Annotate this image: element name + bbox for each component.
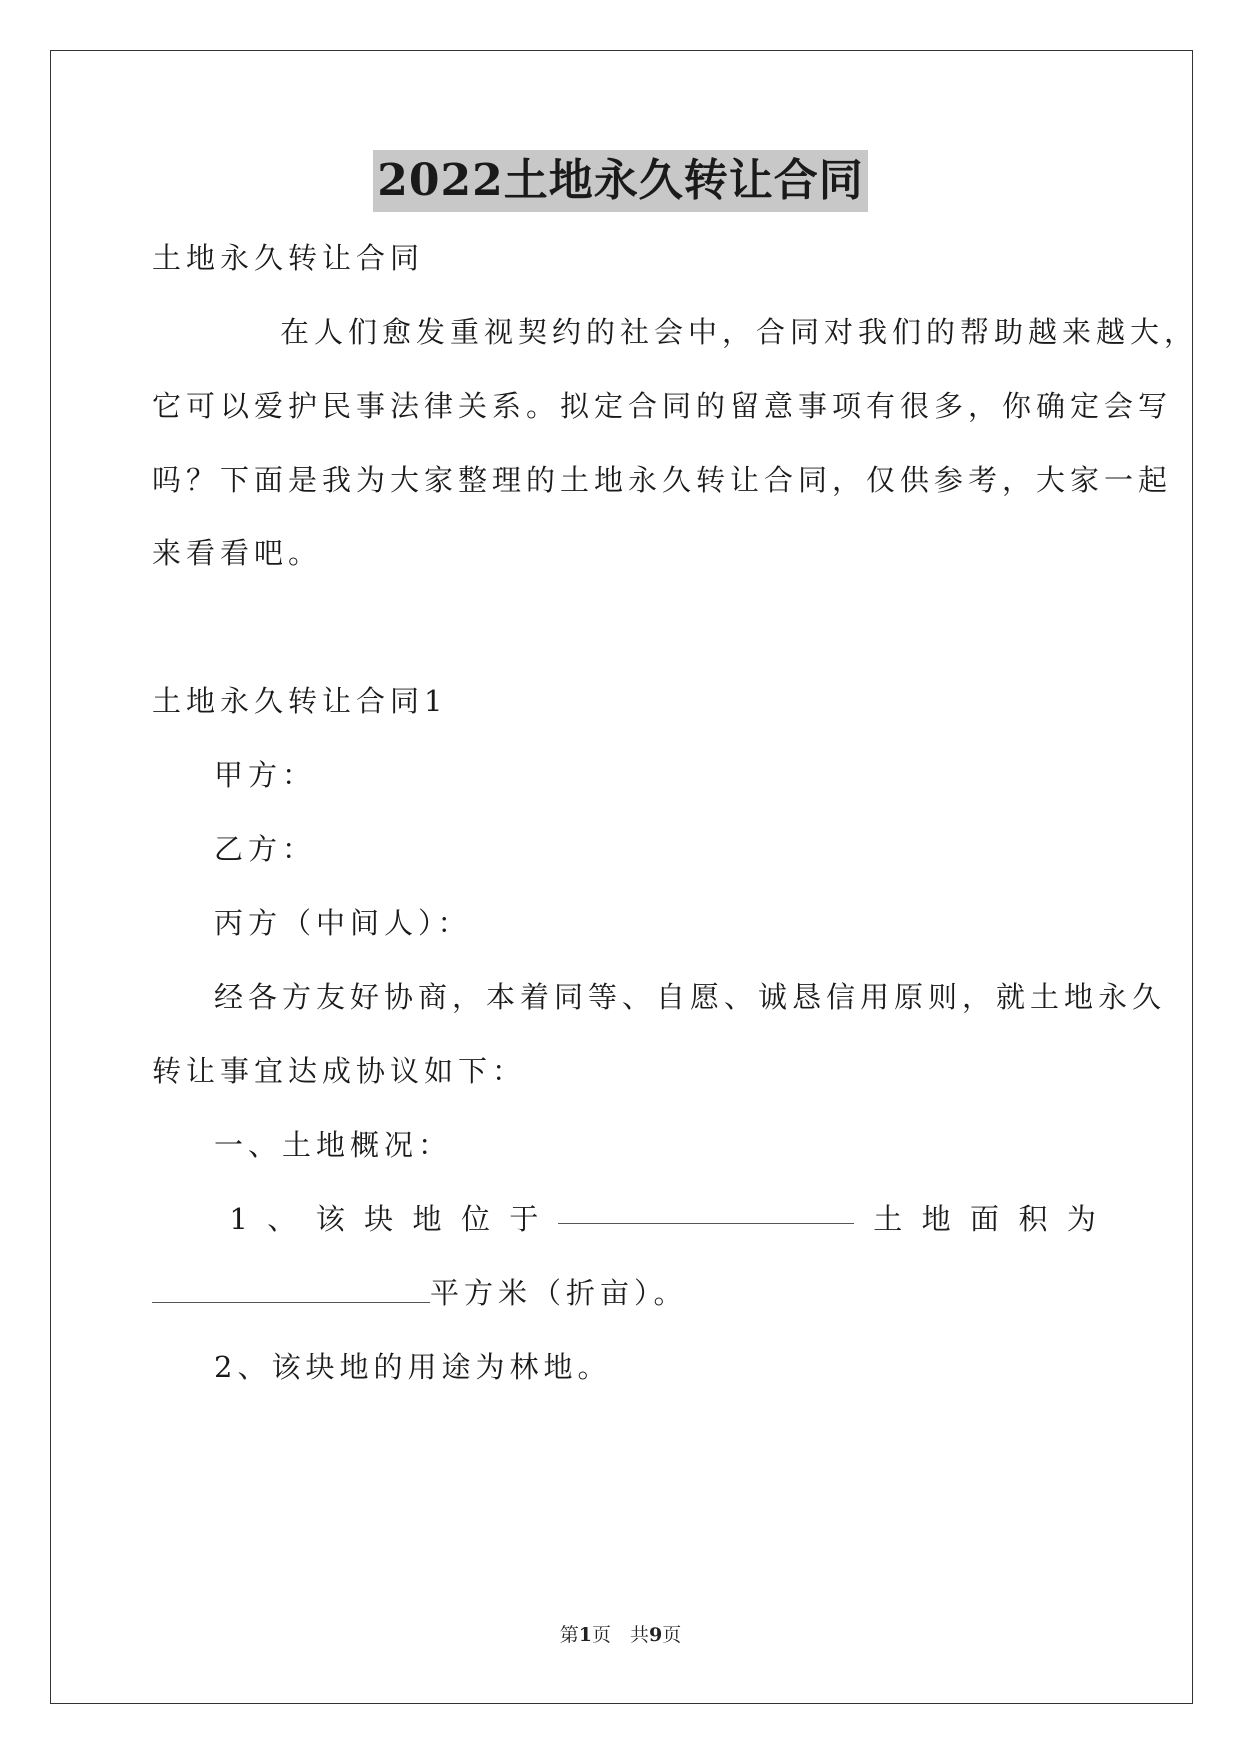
item-1-unit-text: 平方米（折亩）。 [430, 1276, 688, 1310]
char: 、 [267, 1202, 297, 1236]
party-b-label: 乙方： [214, 832, 317, 866]
location-blank[interactable] [558, 1199, 854, 1224]
section-heading-land-overview: 一、土地概况： [214, 1128, 453, 1162]
char: 积 [1018, 1202, 1048, 1236]
paragraph-line: 在人们愈发重视契约的社会中，合同对我们的帮助越来越大， [280, 315, 1199, 349]
footer-suffix: 页 [662, 1624, 682, 1646]
char: 地 [921, 1202, 951, 1236]
footer-total-pages: 9 [649, 1624, 663, 1646]
char: 面 [970, 1202, 1000, 1236]
paragraph-line: 转让事宜达成协议如下： [152, 1054, 527, 1088]
char: 地 [412, 1202, 442, 1236]
area-blank[interactable] [152, 1278, 430, 1303]
contract-section-title: 土地永久转让合同1 [152, 684, 448, 718]
char: 该 [315, 1202, 345, 1236]
paragraph-line: 吗？下面是我为大家整理的土地永久转让合同，仅供参考，大家一起 [152, 463, 1173, 497]
footer-mid: 页 共 [591, 1624, 649, 1646]
item-2-line: 2、该块地的用途为林地。 [214, 1350, 612, 1384]
char: 于 [509, 1202, 539, 1236]
footer-page-number: 1 [578, 1624, 592, 1646]
paragraph-heading: 土地永久转让合同 [152, 241, 425, 275]
document-title: 2022土地永久转让合同 [0, 150, 1241, 212]
footer-prefix: 第 [559, 1624, 579, 1646]
item-1-continuation [152, 1273, 1092, 1313]
page-border [50, 50, 1193, 1704]
paragraph-line: 经各方友好协商，本着同等、自愿、诚恳信用原则，就土地永久 [214, 980, 1167, 1014]
char: 位 [460, 1202, 490, 1236]
page-footer [0, 1620, 1241, 1647]
char: 为 [1066, 1202, 1096, 1236]
party-a-label: 甲方： [214, 758, 317, 792]
char: 1 [229, 1202, 248, 1236]
item-1-line [152, 1199, 1096, 1239]
paragraph-line: 来看看吧。 [152, 536, 323, 570]
party-c-label: 丙方（中间人）： [214, 906, 472, 940]
char: 土 [873, 1202, 903, 1236]
paragraph-line: 它可以爱护民事法律关系。拟定合同的留意事项有很多，你确定会写 [152, 389, 1173, 423]
char: 块 [364, 1202, 394, 1236]
